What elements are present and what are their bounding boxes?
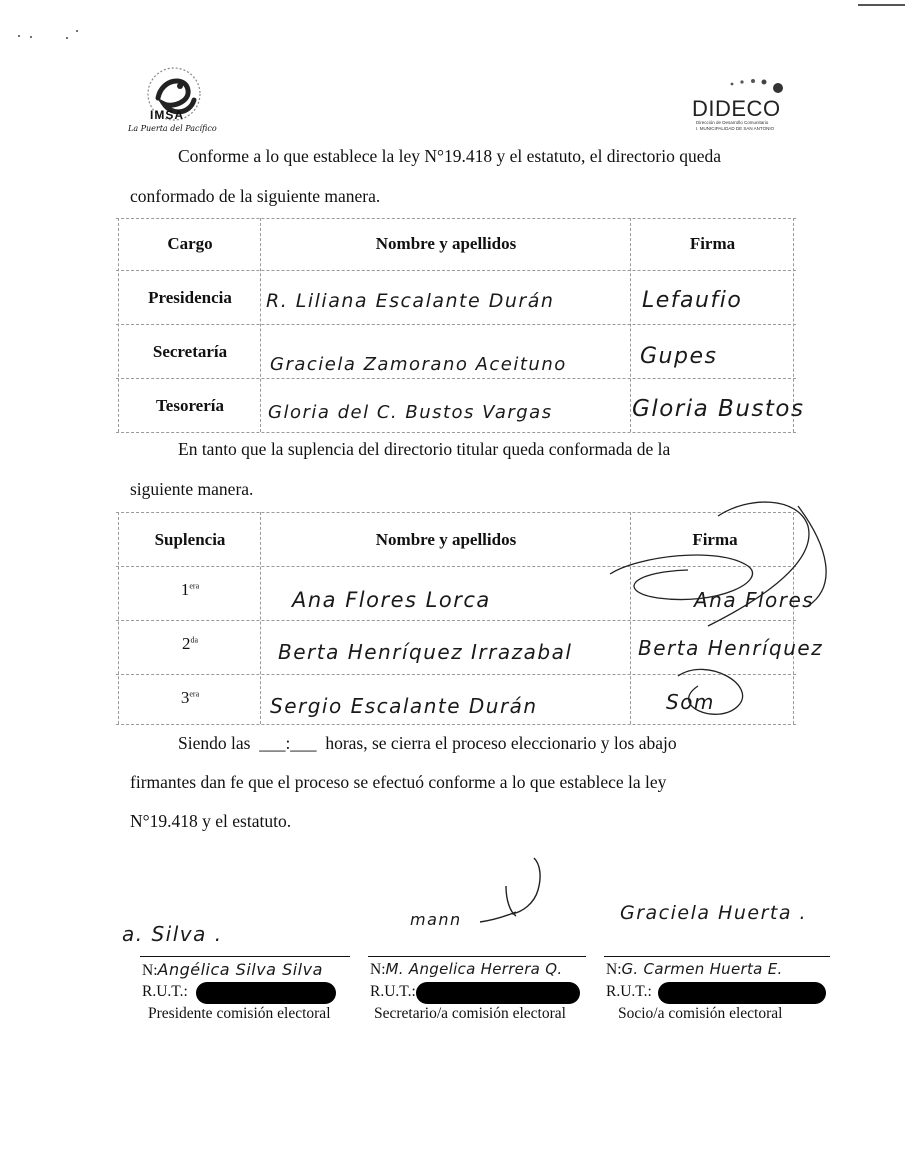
scan-speck [76, 30, 78, 32]
directorio-header-cargo: Cargo [167, 234, 213, 253]
signature-scribble-icon [598, 486, 848, 746]
signature-name-socio: N:G. Carmen Huerta E. [606, 960, 783, 978]
signature-rut-secretario: R.U.T.: [370, 983, 416, 1000]
closing-line-1 [130, 733, 784, 754]
dideco-dots-icon [726, 74, 786, 96]
signature-role-presidente: Presidente comisión electoral [148, 1005, 331, 1022]
intro-line-2: conformado de la siguiente manera. [130, 186, 381, 206]
signature-line-presidente [140, 956, 350, 957]
directorio-cargo-secretaria: Secretaría [152, 342, 228, 361]
closing-line-1-start: Siendo las [178, 733, 251, 753]
suplencia-firma-1: Ana Flores [694, 588, 815, 612]
directorio-cargo-presidencia: Presidencia [148, 288, 232, 307]
scan-speck [66, 37, 68, 39]
suplencia-nombre-3: Sergio Escalante Durán [270, 694, 538, 718]
signature-name-secretario: N:M. Angelica Herrera Q. [370, 960, 563, 978]
directorio-nombre-tesoreria: Gloria del C. Bustos Vargas [268, 402, 553, 423]
signature-line-socio [604, 956, 830, 957]
suplencia-nombre-2: Berta Henríquez Irrazabal [278, 640, 573, 664]
suplencia-intro-line-1: En tanto que la suplencia del directorio titular queda conformada de la [178, 439, 671, 459]
directorio-firma-tesoreria: Gloria Bustos [632, 396, 805, 422]
signature-rut-socio: R.U.T.: [606, 983, 652, 1000]
dideco-logo-subtitle-2: I. MUNICIPALIDAD DE SAN ANTONIO [696, 126, 775, 131]
signature-handwritten-presidente: a. Silva . [122, 922, 223, 946]
suplencia-header-firma: Firma [692, 530, 738, 549]
suplencia-ordinal-1: $1^{era}$ [180, 580, 200, 599]
suplencia-ordinal-3: $3^{era}$ [180, 688, 200, 707]
directorio-cargo-tesoreria: Tesorería [156, 396, 224, 415]
suplencia-ordinal-2: $2^{da}$ [181, 634, 199, 653]
signature-stroke-icon [476, 850, 556, 930]
suplencia-header-suplencia: Suplencia [154, 530, 226, 549]
imsa-logo [128, 64, 220, 138]
scan-edge-mark [858, 4, 905, 6]
closing-line-3: N°19.418 y el estatuto. [130, 811, 292, 831]
directorio-header-firma: Firma [689, 234, 736, 253]
imsa-logo-text: IMSA [150, 108, 184, 122]
dideco-logo-subtitle-1: Dirección de Desarrollo Comunitario [696, 120, 769, 125]
suplencia-header-nombre: Nombre y apellidos [375, 530, 517, 549]
rut-redaction-presidente [196, 982, 336, 1004]
directorio-nombre-presidencia: R. Liliana Escalante Durán [266, 290, 555, 312]
scan-speck [18, 35, 20, 37]
intro-line-1: Conforme a lo que establece la ley N°19.418 y el estatuto, el directorio queda [178, 146, 721, 166]
dideco-logo-text: DIDECO [692, 96, 781, 121]
suplencia-firma-3: Som [666, 690, 715, 714]
closing-line-2: firmantes dan fe que el proceso se efectuó conforme a lo que establece la ley [130, 772, 667, 792]
dideco-logo [692, 74, 792, 134]
closing-line-1-end: horas, se cierra el proceso eleccionario y los abajo [325, 733, 677, 753]
scan-speck [30, 36, 32, 38]
signature-handwritten-secretario: mann [410, 910, 462, 929]
rut-redaction-secretario [416, 982, 580, 1004]
directorio-nombre-secretaria: Graciela Zamorano Aceituno [270, 354, 567, 375]
signature-role-socio: Socio/a comisión electoral [618, 1005, 783, 1022]
suplencia-intro-line-2: siguiente manera. [130, 479, 254, 499]
signature-role-secretario: Secretario/a comisión electoral [374, 1005, 566, 1022]
signature-handwritten-socio: Graciela Huerta . [620, 902, 808, 924]
directorio-firma-secretaria: Gupes [640, 344, 718, 369]
signature-rut-presidente: R.U.T.: [142, 983, 188, 1000]
suplencia-firma-2: Berta Henríquez [638, 636, 824, 660]
directorio-header-nombre: Nombre y apellidos [375, 234, 517, 253]
signature-name-presidente: N:Angélica Silva Silva [142, 960, 323, 979]
signature-line-secretario [368, 956, 586, 957]
rut-redaction-socio [658, 982, 826, 1004]
closing-time-blank: ___:___ [259, 733, 317, 753]
directorio-firma-presidencia: Lefaufio [642, 288, 743, 313]
imsa-logo-tagline: La Puerta del Pacífico [128, 124, 217, 133]
suplencia-nombre-1: Ana Flores Lorca [292, 588, 491, 612]
